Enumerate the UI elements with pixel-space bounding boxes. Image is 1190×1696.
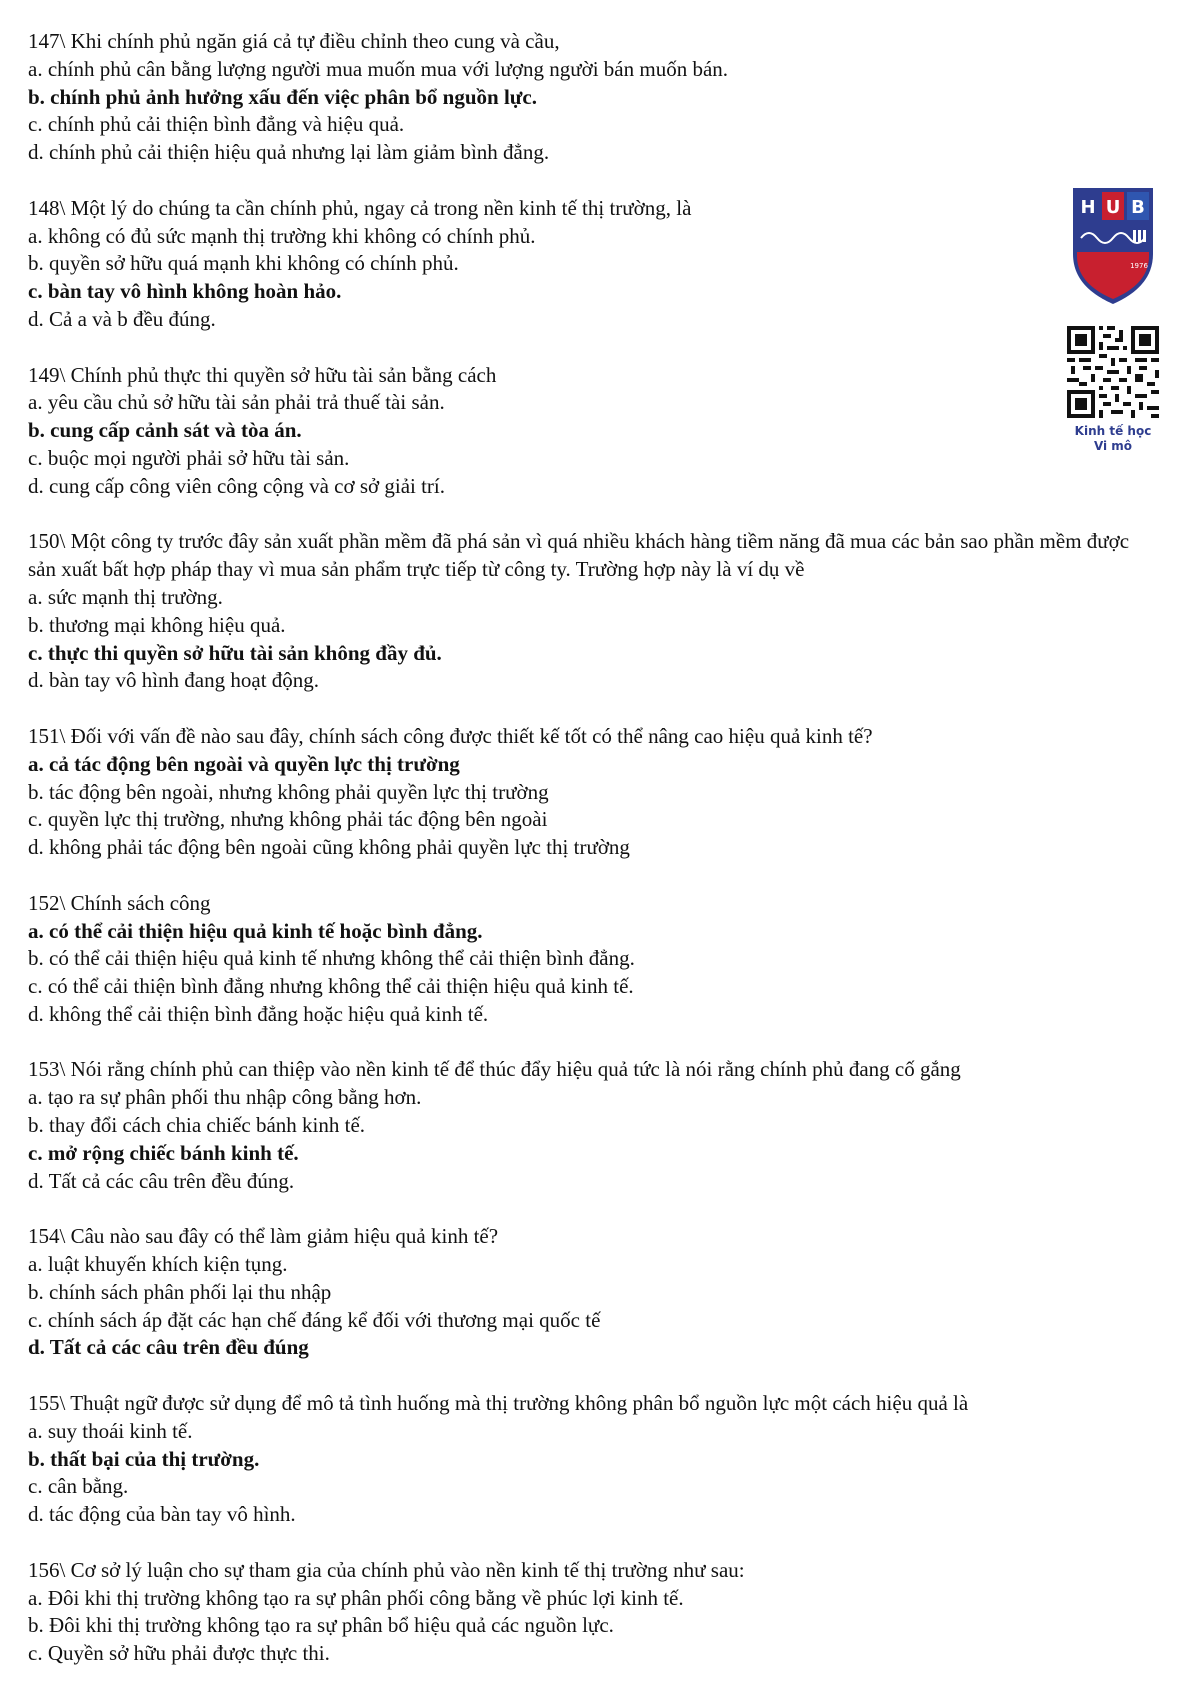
option-a: a. không có đủ sức mạnh thị trường khi không có chính phủ.	[28, 223, 536, 248]
logo-caption	[1058, 424, 1168, 454]
logo-letter-h: H	[1080, 197, 1096, 218]
option-c: c. quyền lực thị trường, nhưng không phải tác động bên ngoài	[28, 807, 548, 832]
option-c-correct: c. bàn tay vô hình không hoàn hảo.	[28, 279, 342, 304]
side-branding	[1058, 186, 1168, 454]
option-b: b. chính sách phân phối lại thu nhập	[28, 1279, 332, 1304]
option-a-correct: a. có thể cải thiện hiệu quả kinh tế hoặc bình đẳng.	[28, 918, 483, 943]
question-153	[28, 1056, 1158, 1195]
question-152	[28, 890, 1158, 1029]
question-text: 150\ Một công ty trước đây sản xuất phần mềm đã phá sản vì quá nhiều khách hàng tiềm năng đã mua các bản sao phần mềm được sản xuất bất hợp pháp thay vì mua sản phẩm trực tiếp từ công ty. Trường hợp này là ví dụ về	[28, 529, 1130, 582]
option-a: a. sức mạnh thị trường.	[28, 584, 223, 609]
option-b-correct: b. cung cấp cảnh sát và tòa án.	[28, 418, 302, 443]
option-c: c. có thể cải thiện bình đẳng nhưng không thể cải thiện hiệu quả kinh tế.	[28, 974, 634, 999]
option-b: b. thương mại không hiệu quả.	[28, 612, 286, 637]
option-c: c. cân bằng.	[28, 1474, 129, 1499]
question-text: 156\ Cơ sở lý luận cho sự tham gia của chính phủ vào nền kinh tế thị trường như sau:	[28, 1557, 745, 1582]
logo-letter-u: U	[1105, 197, 1121, 218]
option-a: a. tạo ra sự phân phối thu nhập công bằng hơn.	[28, 1085, 422, 1110]
option-c: c. chính sách áp đặt các hạn chế đáng kể đối với thương mại quốc tế	[28, 1307, 601, 1332]
option-d: d. cung cấp công viên công cộng và cơ sở giải trí.	[28, 473, 446, 498]
question-155	[28, 1390, 1158, 1529]
option-b: b. có thể cải thiện hiệu quả kinh tế nhưng không thể cải thiện bình đẳng.	[28, 946, 635, 971]
caption-line-2: Vi mô	[1093, 439, 1133, 453]
question-text: 147\ Khi chính phủ ngăn giá cả tự điều chỉnh theo cung và cầu,	[28, 29, 560, 53]
hub-shield-icon	[1071, 186, 1155, 306]
logo-letter-b: B	[1131, 197, 1145, 218]
option-d: d. không phải tác động bên ngoài cũng không phải quyền lực thị trường	[28, 835, 630, 860]
option-d: d. chính phủ cải thiện hiệu quả nhưng lại làm giảm bình đẳng.	[28, 140, 550, 165]
question-text: 152\ Chính sách công	[28, 890, 211, 915]
caption-line-1: Kinh tế học	[1074, 424, 1152, 438]
question-text: 155\ Thuật ngữ được sử dụng để mô tả tình huống mà thị trường không phân bổ nguồn lực một cách hiệu quả là	[28, 1391, 969, 1416]
option-a: a. luật khuyến khích kiện tụng.	[28, 1252, 288, 1277]
option-d: d. Tất cả các câu trên đều đúng.	[28, 1168, 295, 1193]
option-b: b. tác động bên ngoài, nhưng không phải quyền lực thị trường	[28, 779, 549, 804]
question-text: 148\ Một lý do chúng ta cần chính phủ, ngay cả trong nền kinh tế thị trường, là	[28, 195, 692, 220]
option-d: d. Cả a và b đều đúng.	[28, 306, 216, 331]
question-148	[28, 195, 1158, 334]
option-a: a. Đôi khi thị trường không tạo ra sự phân phối công bằng về phúc lợi kinh tế.	[28, 1585, 684, 1610]
question-text: 149\ Chính phủ thực thi quyền sở hữu tài sản bằng cách	[28, 362, 497, 387]
logo-year: 1976	[1130, 262, 1148, 270]
option-c-correct: c. mở rộng chiếc bánh kinh tế.	[28, 1140, 299, 1165]
option-b: b. thay đổi cách chia chiếc bánh kinh tế.	[28, 1113, 366, 1138]
question-text: 154\ Câu nào sau đây có thể làm giảm hiệu quả kinh tế?	[28, 1224, 499, 1249]
option-c: c. Quyền sở hữu phải được thực thi.	[28, 1641, 330, 1666]
option-c: c. chính phủ cải thiện bình đẳng và hiệu quả.	[28, 112, 405, 137]
option-b-correct: b. thất bại của thị trường.	[28, 1446, 260, 1471]
question-text: 153\ Nói rằng chính phủ can thiệp vào nền kinh tế để thúc đẩy hiệu quả tức là nói rằng chính phủ đang cố gắng	[28, 1057, 961, 1082]
option-d: d. bàn tay vô hình đang hoạt động.	[28, 668, 320, 693]
question-147	[28, 28, 1158, 167]
qr-code-icon	[1067, 326, 1159, 418]
option-b: b. Đôi khi thị trường không tạo ra sự phân bổ hiệu quả các nguồn lực.	[28, 1613, 614, 1638]
option-d: d. không thể cải thiện bình đẳng hoặc hiệu quả kinh tế.	[28, 1001, 489, 1026]
question-151	[28, 723, 1158, 862]
question-list	[28, 28, 1158, 1696]
question-text: 151\ Đối với vấn đề nào sau đây, chính sách công được thiết kế tốt có thể nâng cao hiệu quả kinh tế?	[28, 723, 873, 748]
question-150	[28, 528, 1158, 695]
question-154	[28, 1223, 1158, 1362]
option-c-correct: c. thực thi quyền sở hữu tài sản không đầy đủ.	[28, 640, 442, 665]
option-d-correct: d. Tất cả các câu trên đều đúng	[28, 1335, 309, 1360]
option-d: d. tác động của bàn tay vô hình.	[28, 1502, 296, 1527]
question-156	[28, 1557, 1158, 1668]
question-149	[28, 362, 1158, 501]
option-b: b. quyền sở hữu quá mạnh khi không có chính phủ.	[28, 251, 459, 276]
option-b-correct: b. chính phủ ảnh hưởng xấu đến việc phân bổ nguồn lực.	[28, 84, 537, 109]
option-a: a. yêu cầu chủ sở hữu tài sản phải trả thuế tài sản.	[28, 390, 445, 415]
option-a: a. chính phủ cân bằng lượng người mua muốn mua với lượng người bán muốn bán.	[28, 56, 729, 81]
option-a-correct: a. cả tác động bên ngoài và quyền lực thị trường	[28, 751, 460, 776]
option-a: a. suy thoái kinh tế.	[28, 1418, 193, 1443]
option-c: c. buộc mọi người phải sở hữu tài sản.	[28, 445, 350, 470]
